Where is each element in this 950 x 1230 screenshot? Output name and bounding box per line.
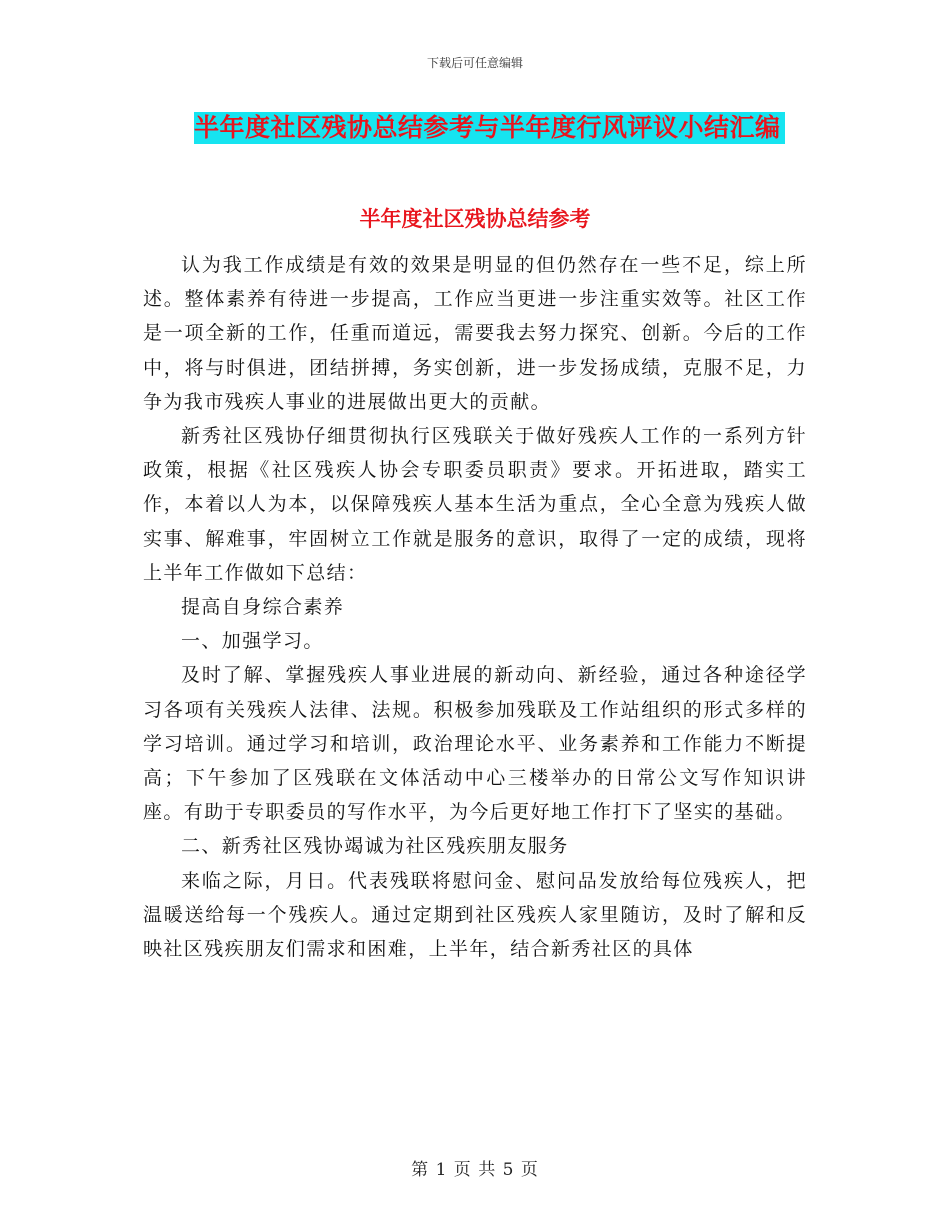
paragraph-1: 认为我工作成绩是有效的效果是明显的但仍然存在一些不足，综上所述。整体素养有待进一步提高，工作应当更进一步注重实效等。社区工作是一项全新的工作，任重而道远，需要我去努力探究、创新。今后的工作中，将与时俱进，团结拼搏，务实创新，进一步发扬成绩，克服不足，力争为我市残疾人事业的进展做出更大的贡献。 <box>143 254 807 413</box>
subheading-strengthen-learning: 一、加强学习。 <box>181 630 324 653</box>
subheading-improve-quality: 提高自身综合素养 <box>181 596 345 619</box>
page-number: 第 1 页 共 5 页 <box>411 1160 539 1180</box>
header-note: 下载后可任意编辑 <box>426 56 523 70</box>
paragraph-4: 来临之际，月日。代表残联将慰问金、慰问品发放给每位残疾人，把温暖送给每一个残疾人。通过定期到社区残疾人家里随访，及时了解和反映社区残疾朋友们需求和困难，上半年，结合新秀社区的具体 <box>143 869 807 961</box>
document-title: 半年度社区残协总结参考与半年度行风评议小结汇编 <box>194 112 785 144</box>
section-title: 半年度社区残协总结参考 <box>359 207 591 231</box>
paragraph-2: 新秀社区残协仔细贯彻执行区残联关于做好残疾人工作的一系列方针政策，根据《社区残疾人协会专职委员职责》要求。开拓进取，踏实工作，本着以人为本，以保障残疾人基本生活为重点，全心全意为残疾人做实事、解难事，牢固树立工作就是服务的意识，取得了一定的成绩，现将上半年工作做如下总结： <box>143 425 807 584</box>
subheading-community-service: 二、新秀社区残协竭诚为社区残疾朋友服务 <box>181 835 569 858</box>
document-body <box>143 248 807 966</box>
paragraph-3: 及时了解、掌握残疾人事业进展的新动向、新经验，通过各种途径学习各项有关残疾人法律、法规。积极参加残联及工作站组织的形式多样的学习培训。通过学习和培训，政治理论水平、业务素养和工作能力不断提高；下午参加了区残联在文体活动中心三楼举办的日常公文写作知识讲座。有助于专职委员的写作水平，为今后更好地工作打下了坚实的基础。 <box>143 664 807 824</box>
